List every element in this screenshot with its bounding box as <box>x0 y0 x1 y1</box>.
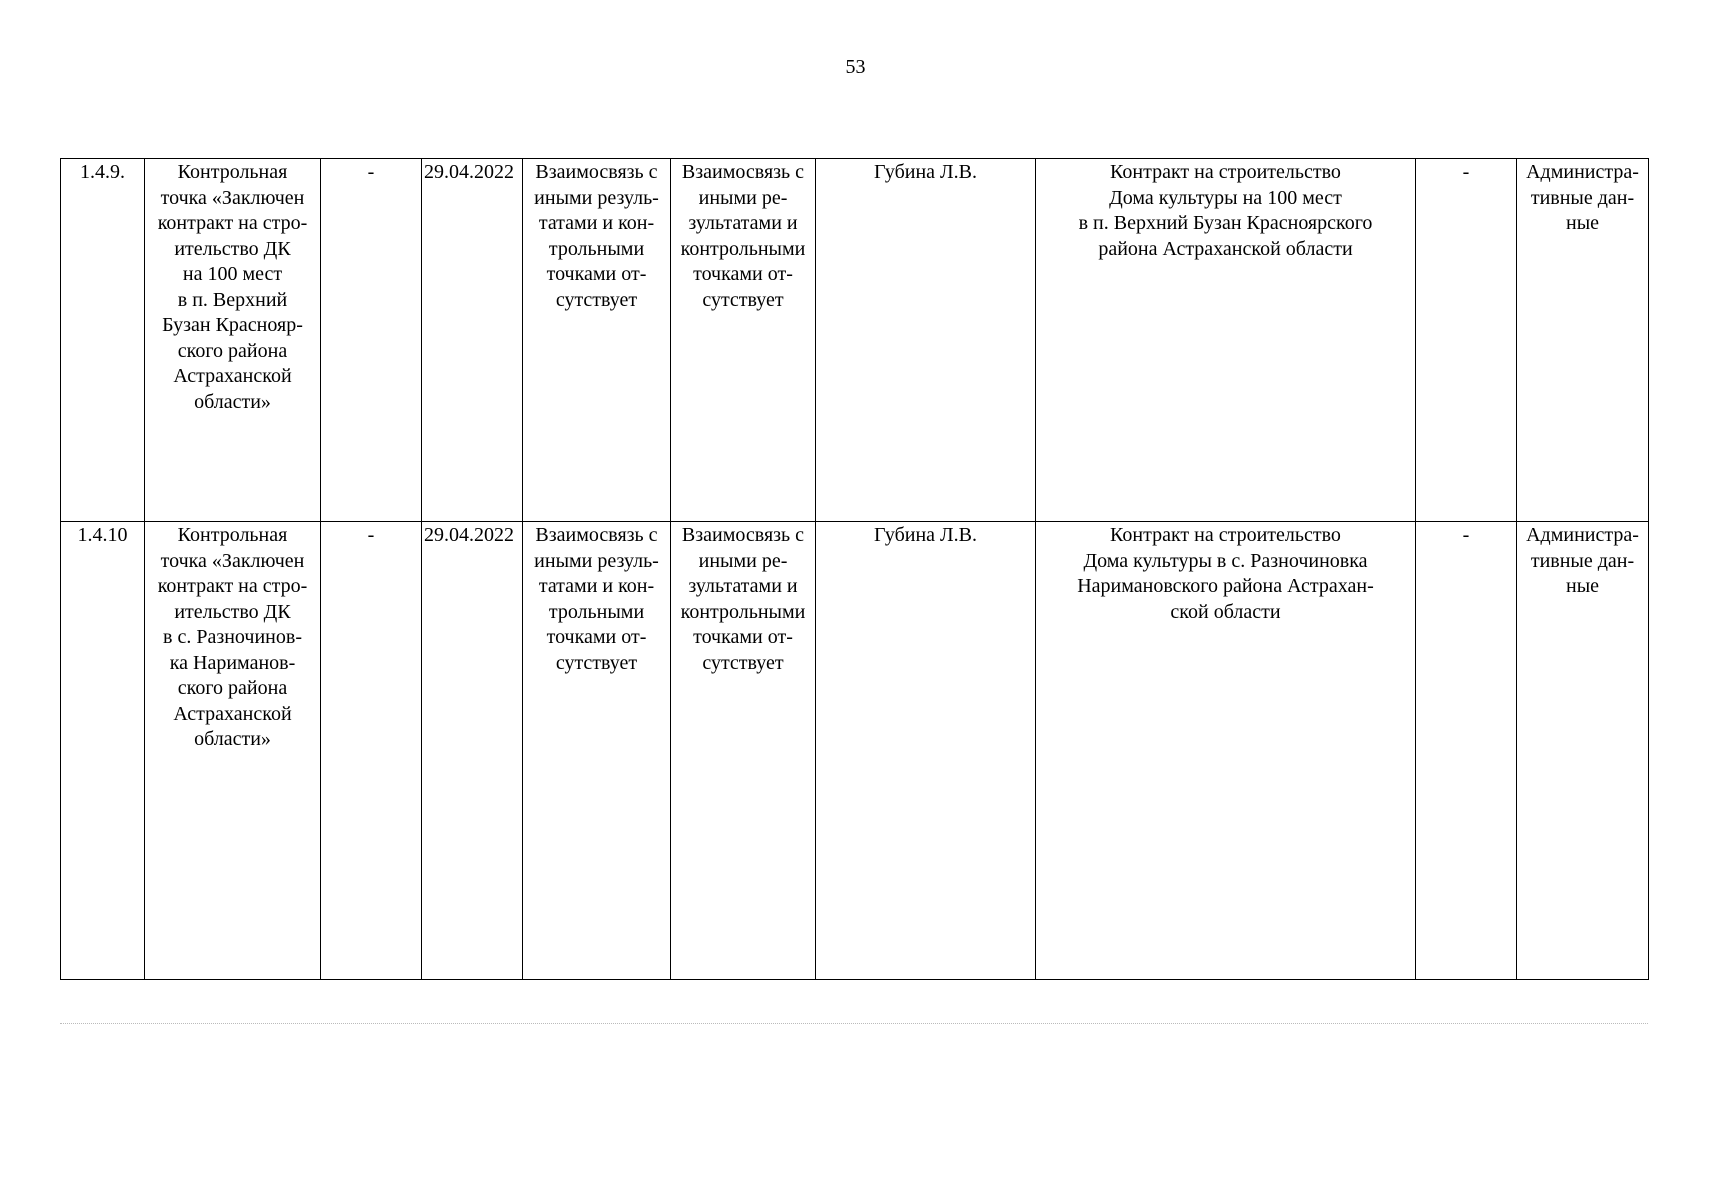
scan-artifact-line <box>60 1023 1648 1026</box>
row-source-cell: Администра- тивные дан- ные <box>1517 159 1649 522</box>
page-number: 53 <box>845 56 866 78</box>
row-name-cell: Контрольная точка «Заключен контракт на стро- ительство ДК в с. Разночинов- ка Нариманов- ского района Астраханской области» <box>145 522 321 980</box>
row-relation-cell: Взаимосвязь с иными ре- зультатами и контрольными точками от- сутствует <box>671 159 816 522</box>
row-description-cell: Контракт на строительство Дома культуры в с. Разночиновка Наримановского района Астрахан- ской области <box>1036 522 1416 980</box>
row-dash-cell: - <box>1416 159 1517 522</box>
control-points-table <box>60 158 1649 980</box>
row-date-cell: 29.04.2022 <box>422 159 523 522</box>
row-description-cell: Контракт на строительство Дома культуры на 100 мест в п. Верхний Бузан Красноярского района Астраханской области <box>1036 159 1416 522</box>
row-dash-cell: - <box>321 159 422 522</box>
row-name-cell: Контрольная точка «Заключен контракт на стро- ительство ДК на 100 мест в п. Верхний Бузан Краснояр- ского района Астраханской области» <box>145 159 321 522</box>
row-relation-cell: Взаимосвязь с иными ре- зультатами и контрольными точками от- сутствует <box>671 522 816 980</box>
row-responsible-cell: Губина Л.В. <box>816 522 1036 980</box>
table-row <box>61 159 1649 522</box>
row-date-cell: 29.04.2022 <box>422 522 523 980</box>
row-code-cell: 1.4.10 <box>61 522 145 980</box>
row-relation-cell: Взаимосвязь с иными резуль- татами и кон- трольными точками от- сутствует <box>523 522 671 980</box>
table-row <box>61 522 1649 980</box>
row-source-cell: Администра- тивные дан- ные <box>1517 522 1649 980</box>
row-dash-cell: - <box>321 522 422 980</box>
row-responsible-cell: Губина Л.В. <box>816 159 1036 522</box>
row-dash-cell: - <box>1416 522 1517 980</box>
row-code-cell: 1.4.9. <box>61 159 145 522</box>
row-relation-cell: Взаимосвязь с иными резуль- татами и кон- трольными точками от- сутствует <box>523 159 671 522</box>
